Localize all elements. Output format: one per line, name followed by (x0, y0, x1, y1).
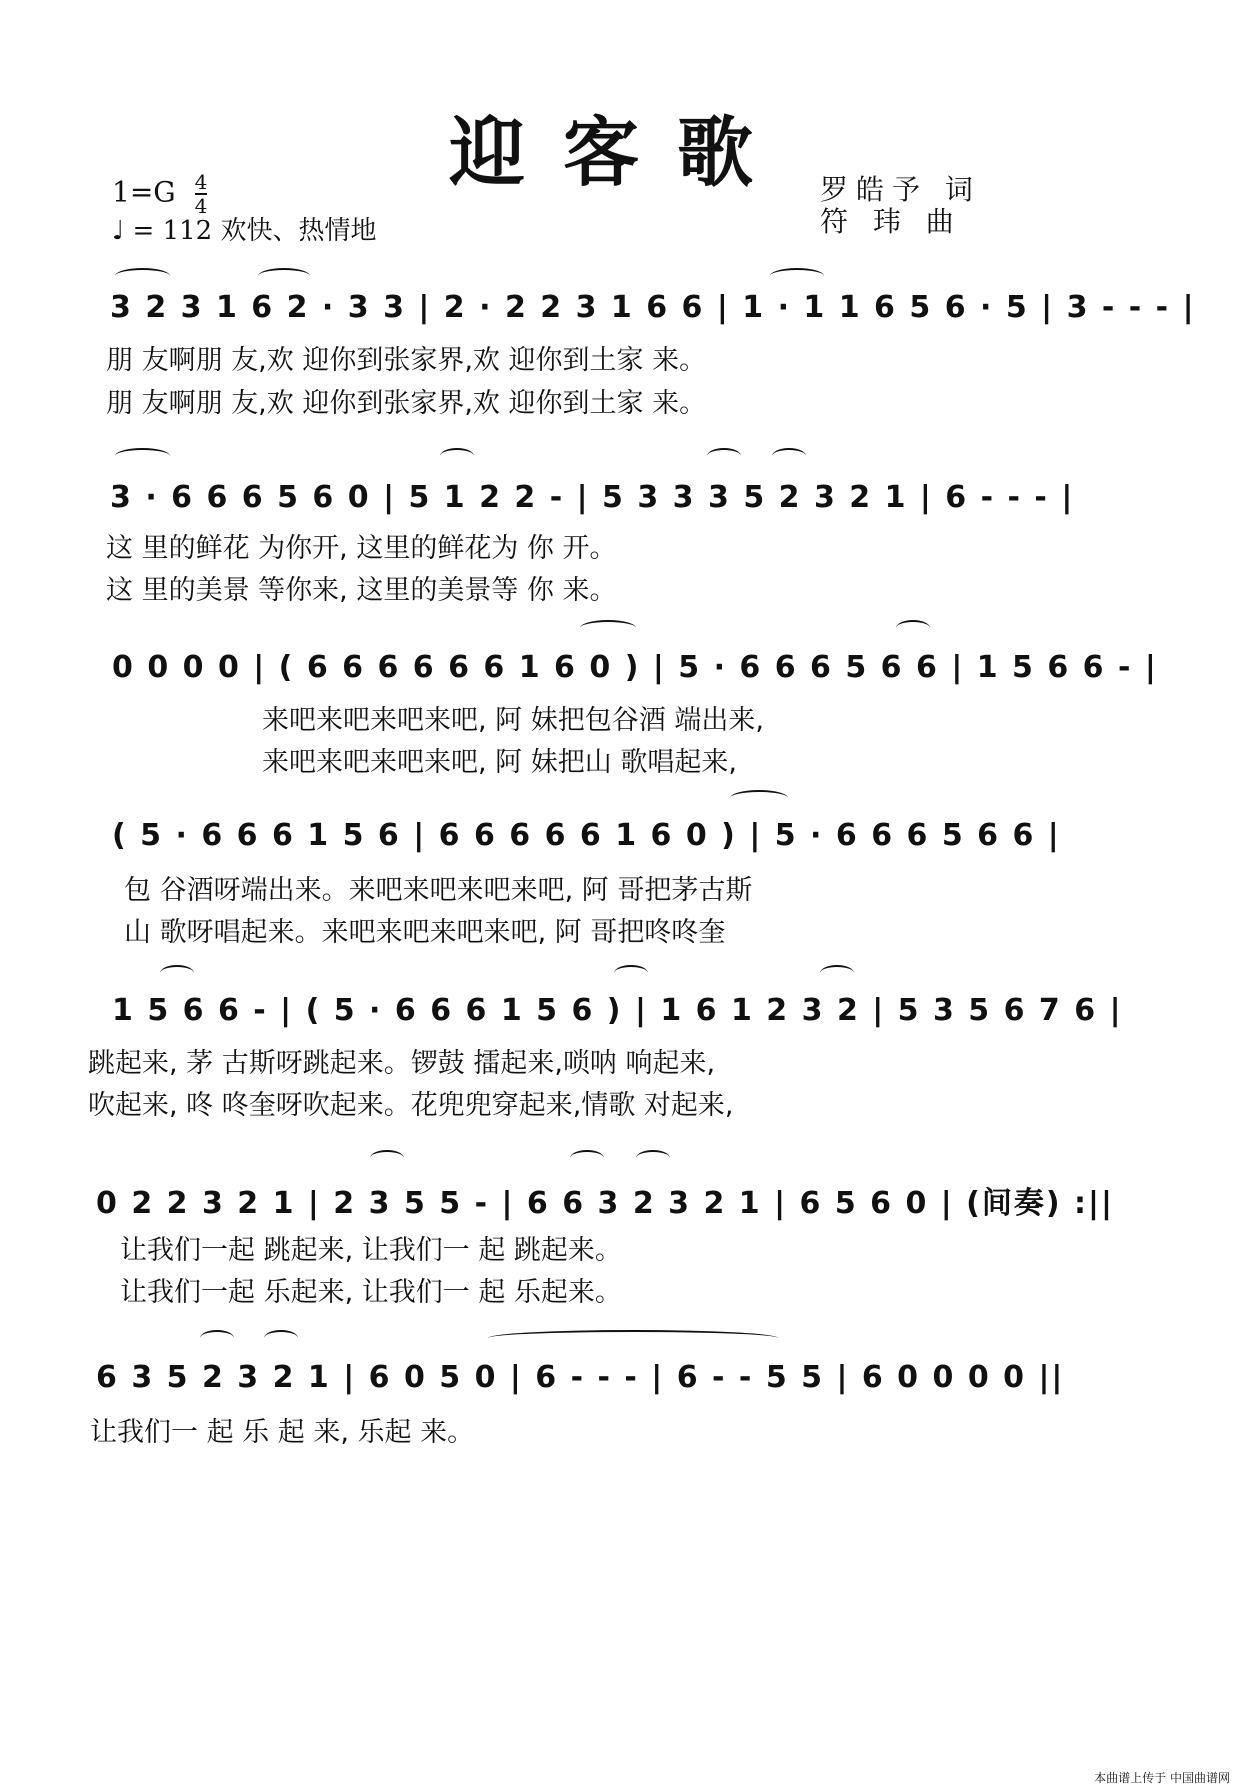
lyrics-verse-1: 跳起来, 茅 古斯呀跳起来。锣鼓 擂起来,唢呐 响起来, (88, 1048, 716, 1079)
lyrics-verse-1: 这 里的鲜花 为你开, 这里的鲜花为 你 开。 (106, 533, 617, 564)
notation-line: 0 0 0 0 | ( 6 6 6 6 6 6 1 6 0 ) | 5 · 6 6 6 5 6 6 | 1 5 6 6 - | (112, 650, 1158, 685)
key-label: 1=G (112, 175, 176, 209)
lyrics-verse-1: 让我们一 起 乐 起 来, 乐起 来。 (90, 1417, 475, 1448)
page-title: 迎客歌 (449, 108, 791, 197)
lyrics-verse-2: 朋 友啊朋 友,欢 迎你到张家界,欢 迎你到土家 来。 (106, 388, 707, 419)
lyricist: 罗皓予 词 (820, 173, 981, 206)
composer: 符 玮 曲 (820, 205, 962, 238)
notation-line: 1 5 6 6 - | ( 5 · 6 6 6 1 5 6 ) | 1 6 1 2 3 2 | 5 3 5 6 7 6 | (112, 993, 1123, 1028)
lyrics-verse-2: 来吧来吧来吧来吧, 阿 妹把山 歌唱起来, (262, 747, 737, 778)
lyrics-verse-1: 来吧来吧来吧来吧, 阿 妹把包谷酒 端出来, (262, 705, 764, 736)
lyrics-verse-1: 让我们一起 跳起来, 让我们一 起 跳起来。 (120, 1235, 622, 1266)
notation-line: 3 2 3 1 6 2 · 3 3 | 2 · 2 2 3 1 6 6 | 1 · 1 1 6 5 6 · 5 | 3 - - - | (110, 290, 1196, 325)
notation-line: 6 3 5 2 3 2 1 | 6 0 5 0 | 6 - - - | 6 - - 5 5 | 6 0 0 0 0 || (96, 1360, 1065, 1395)
lyrics-verse-1: 朋 友啊朋 友,欢 迎你到张家界,欢 迎你到土家 来。 (106, 345, 707, 376)
tempo-marking (112, 210, 376, 247)
lyrics-verse-2: 这 里的美景 等你来, 这里的美景等 你 来。 (106, 575, 617, 606)
lyrics-verse-1: 包 谷酒呀端出来。来吧来吧来吧来吧, 阿 哥把茅古斯 (124, 875, 753, 906)
lyrics-verse-2: 让我们一起 乐起来, 让我们一 起 乐起来。 (120, 1277, 622, 1308)
time-bottom: 4 (194, 194, 208, 218)
notation-line: ( 5 · 6 6 6 1 5 6 | 6 6 6 6 6 1 6 0 ) | 5 · 6 6 6 5 6 6 | (112, 818, 1061, 853)
footer-upload-note: 本曲谱上传于 中国曲谱网 (1094, 1771, 1230, 1785)
lyrics-verse-2: 吹起来, 咚 咚奎呀吹起来。花兜兜穿起来,情歌 对起来, (88, 1090, 734, 1121)
time-top: 4 (194, 170, 208, 194)
notation-line: 3 · 6 6 6 5 6 0 | 5 1 2 2 - | 5 3 3 3 5 2 3 2 1 | 6 - - - | (110, 480, 1075, 515)
tempo-text: = 112 欢快、热情地 (132, 216, 377, 246)
notation-line: 0 2 2 3 2 1 | 2 3 5 5 - | 6 6 3 2 3 2 1 | 6 5 6 0 | (间奏) :|| (96, 1186, 1114, 1221)
lyrics-verse-2: 山 歌呀唱起来。来吧来吧来吧来吧, 阿 哥把咚咚奎 (124, 917, 726, 948)
quarter-note-icon: ♩ (112, 216, 125, 246)
